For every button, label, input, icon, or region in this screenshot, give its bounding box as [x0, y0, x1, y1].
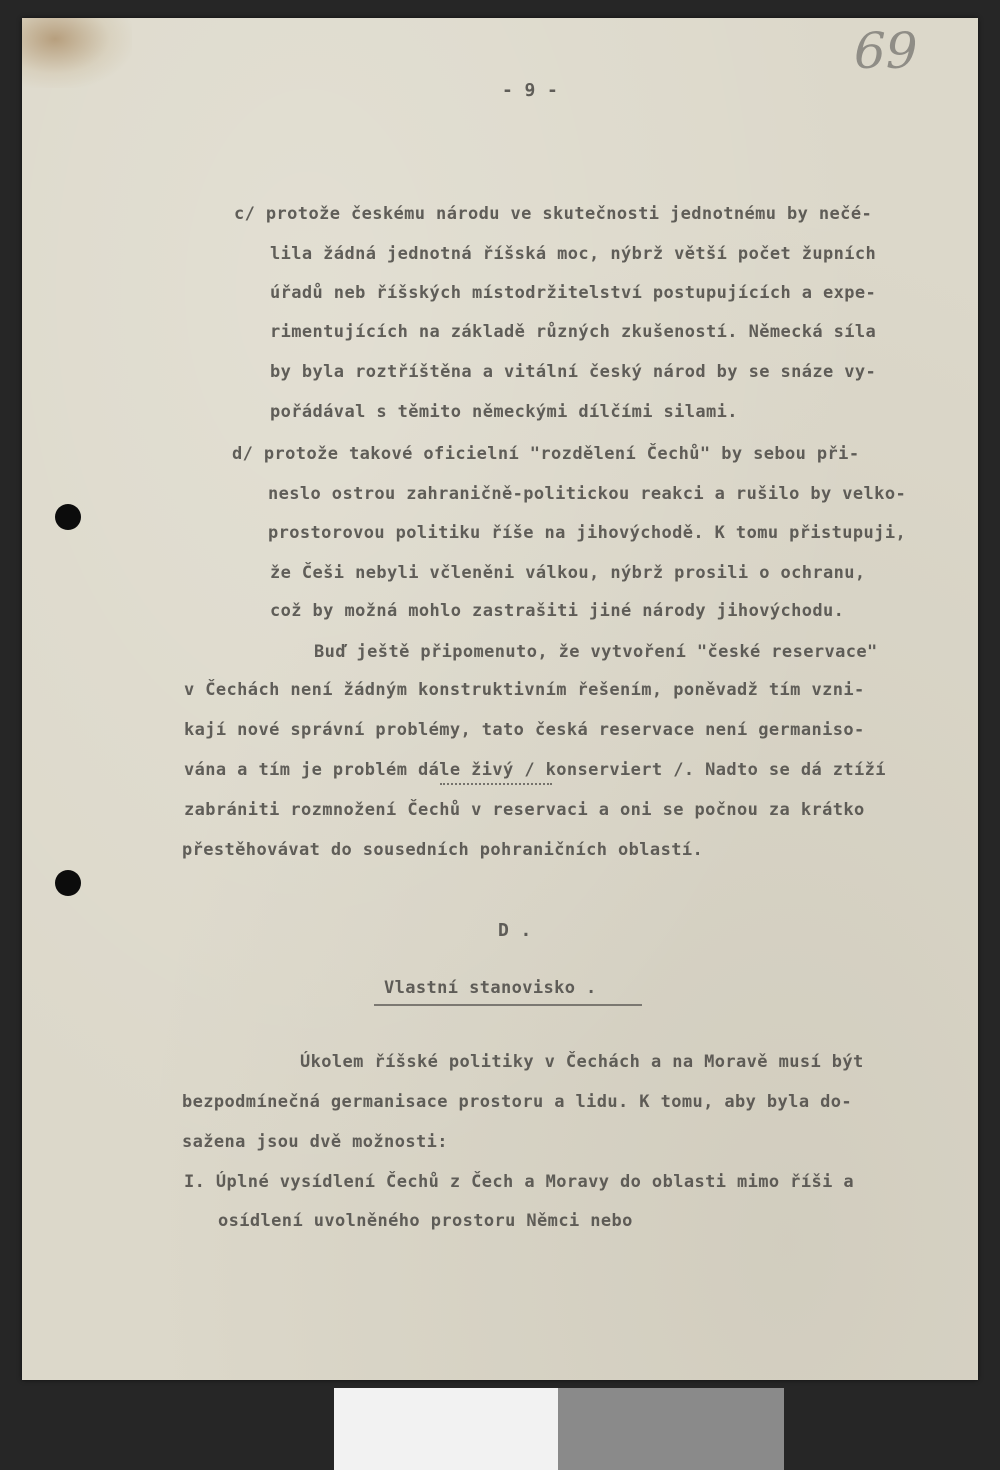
paragraph-reservation-line: v Čechách není žádným konstruktivním řešením, poněvadž tím vzni-	[184, 680, 865, 700]
paragraph-task-line: bezpodmínečná germanisace prostoru a lidu. K tomu, aby byla do-	[182, 1092, 852, 1112]
calibration-strip-gray	[558, 1388, 784, 1470]
paragraph-c-line: pořádával s těmito německými dílčími silami.	[270, 402, 738, 422]
paragraph-d-line: což by možná mohlo zastrašiti jiné národy jihovýchodu.	[270, 601, 845, 621]
underline-dale-zivy	[440, 780, 552, 785]
paragraph-reservation-line: vána a tím je problém dále živý / konserviert /. Nadto se dá ztíží	[184, 760, 886, 780]
paragraph-reservation-line: Buď ještě připomenuto, že vytvoření "české reservace"	[314, 642, 878, 662]
paragraph-d-line: prostorovou politiku říše na jihovýchodě. K tomu přistupuji,	[268, 523, 907, 543]
section-title: Vlastní stanovisko .	[384, 978, 597, 998]
punch-hole-top	[55, 504, 81, 530]
item-I-line: osídlení uvolněného prostoru Němci nebo	[218, 1211, 633, 1231]
paragraph-d-line: d/ protože takové oficielní "rozdělení Čechů" by sebou při-	[232, 444, 860, 464]
paragraph-reservation-line: přestěhovávat do sousedních pohraničních oblastí.	[182, 840, 704, 860]
calibration-strip-white	[334, 1388, 558, 1470]
punch-hole-bottom	[55, 870, 81, 896]
item-I-line: I. Úplné vysídlení Čechů z Čech a Moravy do oblasti mimo říši a	[184, 1172, 854, 1192]
document-page	[22, 18, 978, 1380]
paragraph-task-line: Úkolem říšské politiky v Čechách a na Moravě musí být	[300, 1052, 864, 1072]
paragraph-d-line: neslo ostrou zahraničně-politickou reakci a rušilo by velko-	[268, 484, 907, 504]
paragraph-c-line: úřadů neb říšských místodržitelství postupujících a expe-	[270, 283, 877, 303]
paragraph-c-line: by byla roztříštěna a vitální český národ by se snáze vy-	[270, 362, 877, 382]
archive-page-number: 69	[854, 22, 918, 80]
paper-stain	[22, 18, 132, 88]
paragraph-c-line: lila žádná jednotná říšská moc, nýbrž větší počet župních	[270, 244, 877, 264]
paragraph-task-line: sažena jsou dvě možnosti:	[182, 1132, 448, 1152]
paragraph-reservation-line: zabrániti rozmnožení Čechů v reservaci a oni se počnou za krátko	[184, 800, 865, 820]
section-letter: D .	[498, 920, 532, 941]
paragraph-reservation-line: kají nové správní problémy, tato česká reservace není germaniso-	[184, 720, 865, 740]
paragraph-c-line: rimentujících na základě různých zkušeností. Německá síla	[270, 322, 877, 342]
paragraph-d-line: že Češi nebyli včleněni válkou, nýbrž prosili o ochranu,	[270, 563, 866, 583]
page-number: - 9 -	[502, 80, 559, 101]
paragraph-c-line: c/ protože českému národu ve skutečnosti jednotnému by nečé-	[234, 204, 873, 224]
section-title-underline	[374, 1004, 642, 1006]
